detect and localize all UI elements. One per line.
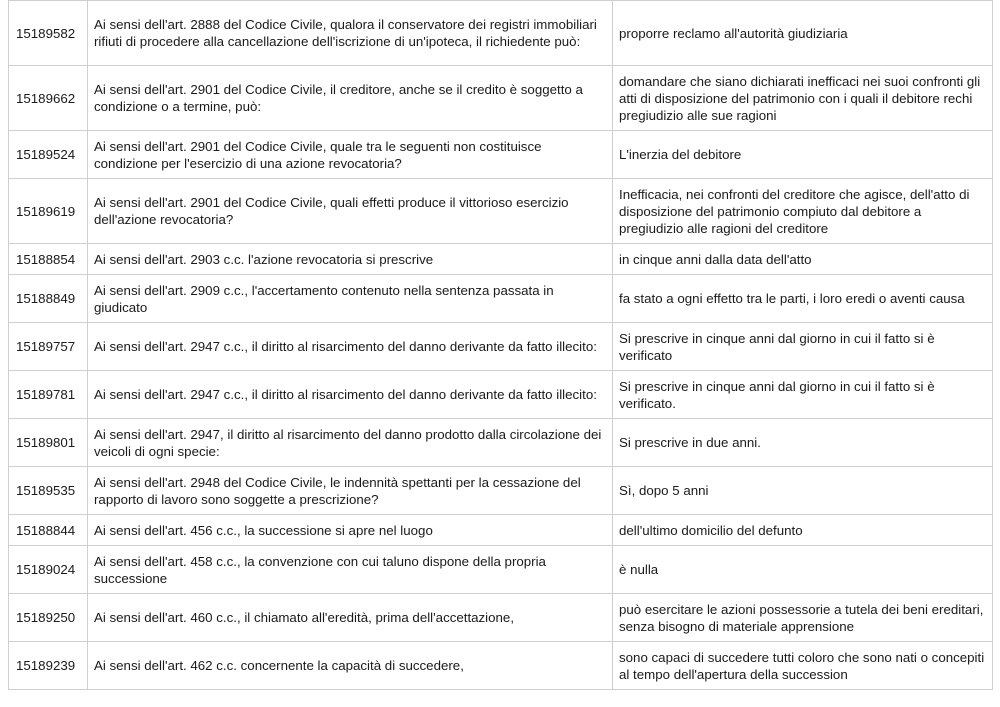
table-row xyxy=(9,467,993,515)
table-row xyxy=(9,371,993,419)
question-id: 15189239 xyxy=(9,642,88,690)
question-id: 15189250 xyxy=(9,594,88,642)
question-id: 15188849 xyxy=(9,275,88,323)
table-row xyxy=(9,515,993,546)
question-text: Ai sensi dell'art. 2948 del Codice Civile, le indennità spettanti per la cessazione del rapporto di lavoro sono soggette a prescrizione? xyxy=(88,467,613,515)
answer-text: è nulla xyxy=(613,546,993,594)
question-text: Ai sensi dell'art. 2947, il diritto al risarcimento del danno prodotto dalla circolazione dei veicoli di ogni specie: xyxy=(88,419,613,467)
table-row xyxy=(9,275,993,323)
table-row xyxy=(9,131,993,179)
question-id: 15188844 xyxy=(9,515,88,546)
question-text: Ai sensi dell'art. 2947 c.c., il diritto al risarcimento del danno derivante da fatto illecito: xyxy=(88,371,613,419)
qa-table-container xyxy=(8,0,993,690)
table-row xyxy=(9,594,993,642)
answer-text: Si prescrive in cinque anni dal giorno in cui il fatto si è verificato. xyxy=(613,371,993,419)
table-row xyxy=(9,323,993,371)
answer-text: domandare che siano dichiarati inefficaci nei suoi confronti gli atti di disposizione del patrimonio con i quali il debitore rechi pregiudizio alle sue ragioni xyxy=(613,66,993,131)
question-id: 15189024 xyxy=(9,546,88,594)
question-text: Ai sensi dell'art. 2901 del Codice Civile, quale tra le seguenti non costituisce condizione per l'esercizio di una azione revocatoria? xyxy=(88,131,613,179)
table-row xyxy=(9,419,993,467)
question-text: Ai sensi dell'art. 456 c.c., la successione si apre nel luogo xyxy=(88,515,613,546)
answer-text: dell'ultimo domicilio del defunto xyxy=(613,515,993,546)
question-text: Ai sensi dell'art. 458 c.c., la convenzione con cui taluno dispone della propria successione xyxy=(88,546,613,594)
answer-text: sono capaci di succedere tutti coloro che sono nati o concepiti al tempo dell'apertura della succession xyxy=(613,642,993,690)
question-id: 15189535 xyxy=(9,467,88,515)
question-text: Ai sensi dell'art. 2901 del Codice Civile, quali effetti produce il vittorioso esercizio dell'azione revocatoria? xyxy=(88,179,613,244)
question-id: 15189582 xyxy=(9,1,88,66)
table-row xyxy=(9,66,993,131)
answer-text: in cinque anni dalla data dell'atto xyxy=(613,244,993,275)
question-text: Ai sensi dell'art. 2888 del Codice Civile, qualora il conservatore dei registri immobiliari rifiuti di procedere alla cancellazione dell'iscrizione di un'ipoteca, il richiedente può: xyxy=(88,1,613,66)
question-id: 15189524 xyxy=(9,131,88,179)
question-text: Ai sensi dell'art. 2901 del Codice Civile, il creditore, anche se il credito è soggetto a condizione o a termine, può: xyxy=(88,66,613,131)
answer-text: Sì, dopo 5 anni xyxy=(613,467,993,515)
table-row xyxy=(9,642,993,690)
answer-text: Si prescrive in cinque anni dal giorno in cui il fatto si è verificato xyxy=(613,323,993,371)
table-row xyxy=(9,1,993,66)
question-text: Ai sensi dell'art. 460 c.c., il chiamato all'eredità, prima dell'accettazione, xyxy=(88,594,613,642)
answer-text: può esercitare le azioni possessorie a tutela dei beni ereditari, senza bisogno di materiale apprensione xyxy=(613,594,993,642)
qa-table xyxy=(8,0,993,690)
answer-text: fa stato a ogni effetto tra le parti, i loro eredi o aventi causa xyxy=(613,275,993,323)
question-text: Ai sensi dell'art. 2903 c.c. l'azione revocatoria si prescrive xyxy=(88,244,613,275)
question-id: 15188854 xyxy=(9,244,88,275)
table-row xyxy=(9,244,993,275)
question-text: Ai sensi dell'art. 2947 c.c., il diritto al risarcimento del danno derivante da fatto illecito: xyxy=(88,323,613,371)
question-id: 15189619 xyxy=(9,179,88,244)
answer-text: proporre reclamo all'autorità giudiziaria xyxy=(613,1,993,66)
table-row xyxy=(9,179,993,244)
table-row xyxy=(9,546,993,594)
question-id: 15189662 xyxy=(9,66,88,131)
question-id: 15189801 xyxy=(9,419,88,467)
question-id: 15189757 xyxy=(9,323,88,371)
answer-text: Si prescrive in due anni. xyxy=(613,419,993,467)
question-text: Ai sensi dell'art. 462 c.c. concernente la capacità di succedere, xyxy=(88,642,613,690)
answer-text: Inefficacia, nei confronti del creditore che agisce, dell'atto di disposizione del patrimonio compiuto dal debitore a pregiudizio alle ragioni del creditore xyxy=(613,179,993,244)
answer-text: L'inerzia del debitore xyxy=(613,131,993,179)
question-id: 15189781 xyxy=(9,371,88,419)
question-text: Ai sensi dell'art. 2909 c.c., l'accertamento contenuto nella sentenza passata in giudicato xyxy=(88,275,613,323)
